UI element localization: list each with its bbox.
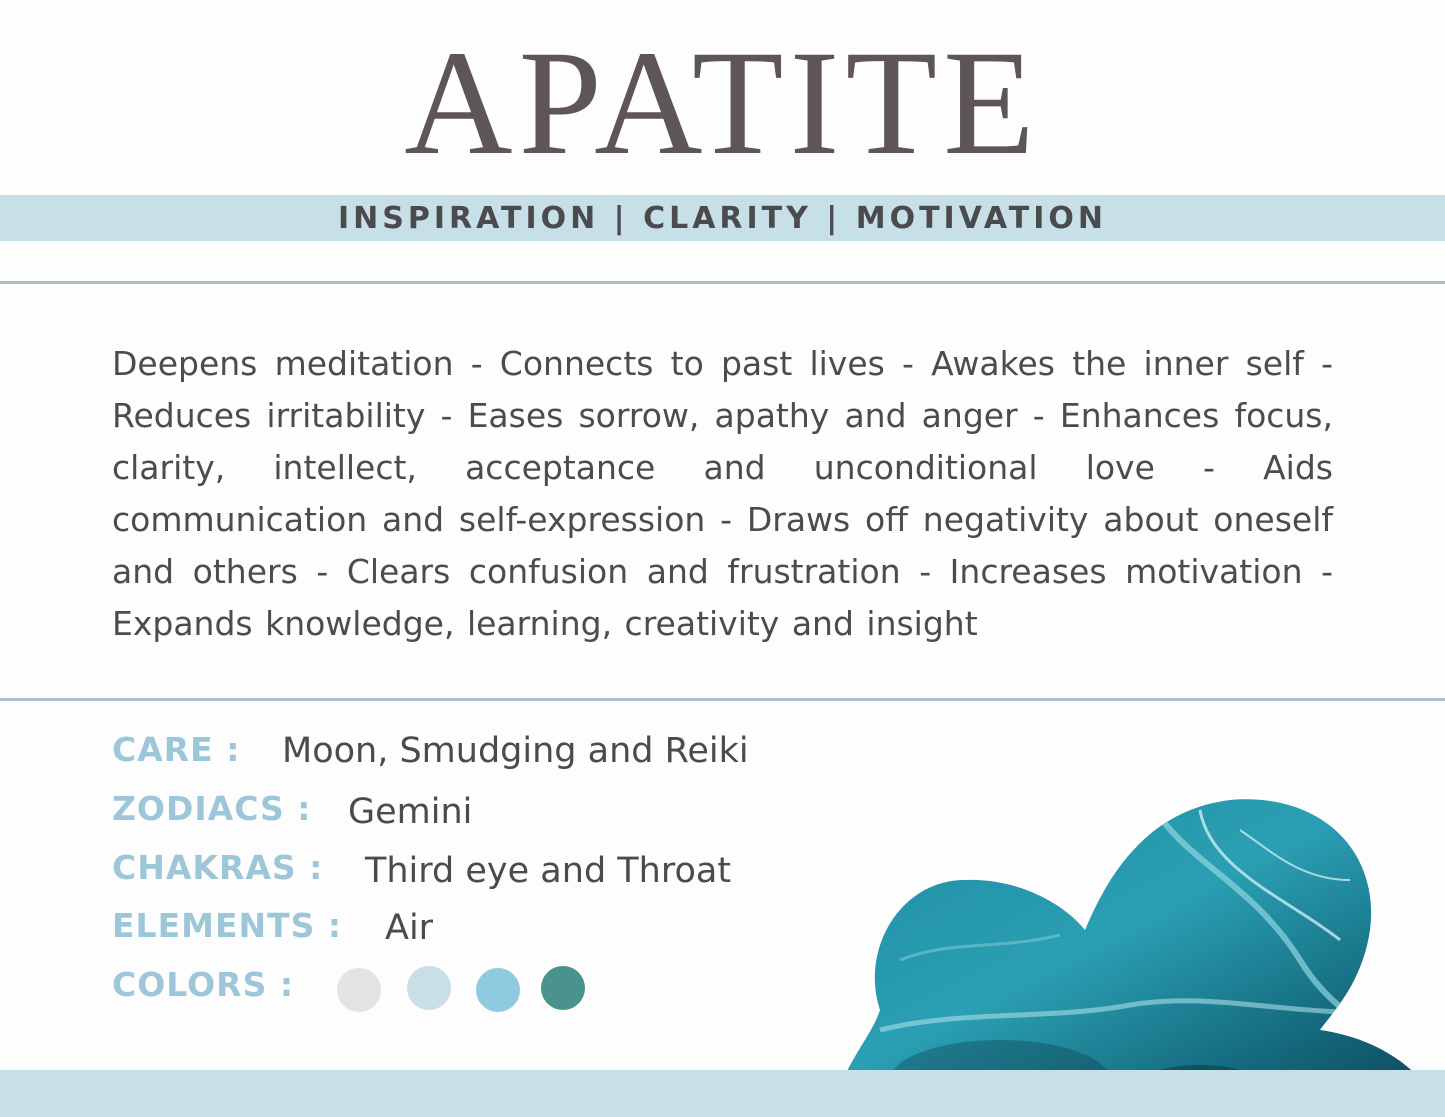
elements-label: ELEMENTS : — [112, 906, 343, 945]
zodiacs-value: Gemini — [348, 792, 473, 832]
care-label: CARE : — [112, 730, 241, 769]
elements-value: Air — [385, 908, 434, 948]
description: Deepens meditation - Connects to past lives - Awakes the inner self - Reduces irritability - Eases sorrow, apathy and anger - Enhances focus, clarity, intellect, acceptance and unconditional love - Aids communication and self-expression - Draws off negativity about oneself and others - Clears confusion and frustration - Increases motivation - Expands knowledge, learning, creativity and insight — [112, 344, 1333, 643]
color-swatch-light-gray — [337, 968, 381, 1012]
care-value: Moon, Smudging and Reiki — [282, 731, 749, 771]
color-swatch-pale-blue — [407, 966, 451, 1010]
bottom-band — [0, 1070, 1445, 1117]
chakras-value: Third eye and Throat — [365, 851, 732, 891]
chakras-label: CHAKRAS : — [112, 848, 324, 887]
tagline: INSPIRATION | CLARITY | MOTIVATION — [337, 201, 1108, 236]
page-title: APATITE — [404, 20, 1041, 186]
colors-label: COLORS : — [112, 965, 295, 1004]
zodiacs-label: ZODIACS : — [112, 789, 312, 828]
color-swatch-sky-blue — [476, 968, 520, 1012]
color-swatch-teal — [541, 966, 585, 1010]
